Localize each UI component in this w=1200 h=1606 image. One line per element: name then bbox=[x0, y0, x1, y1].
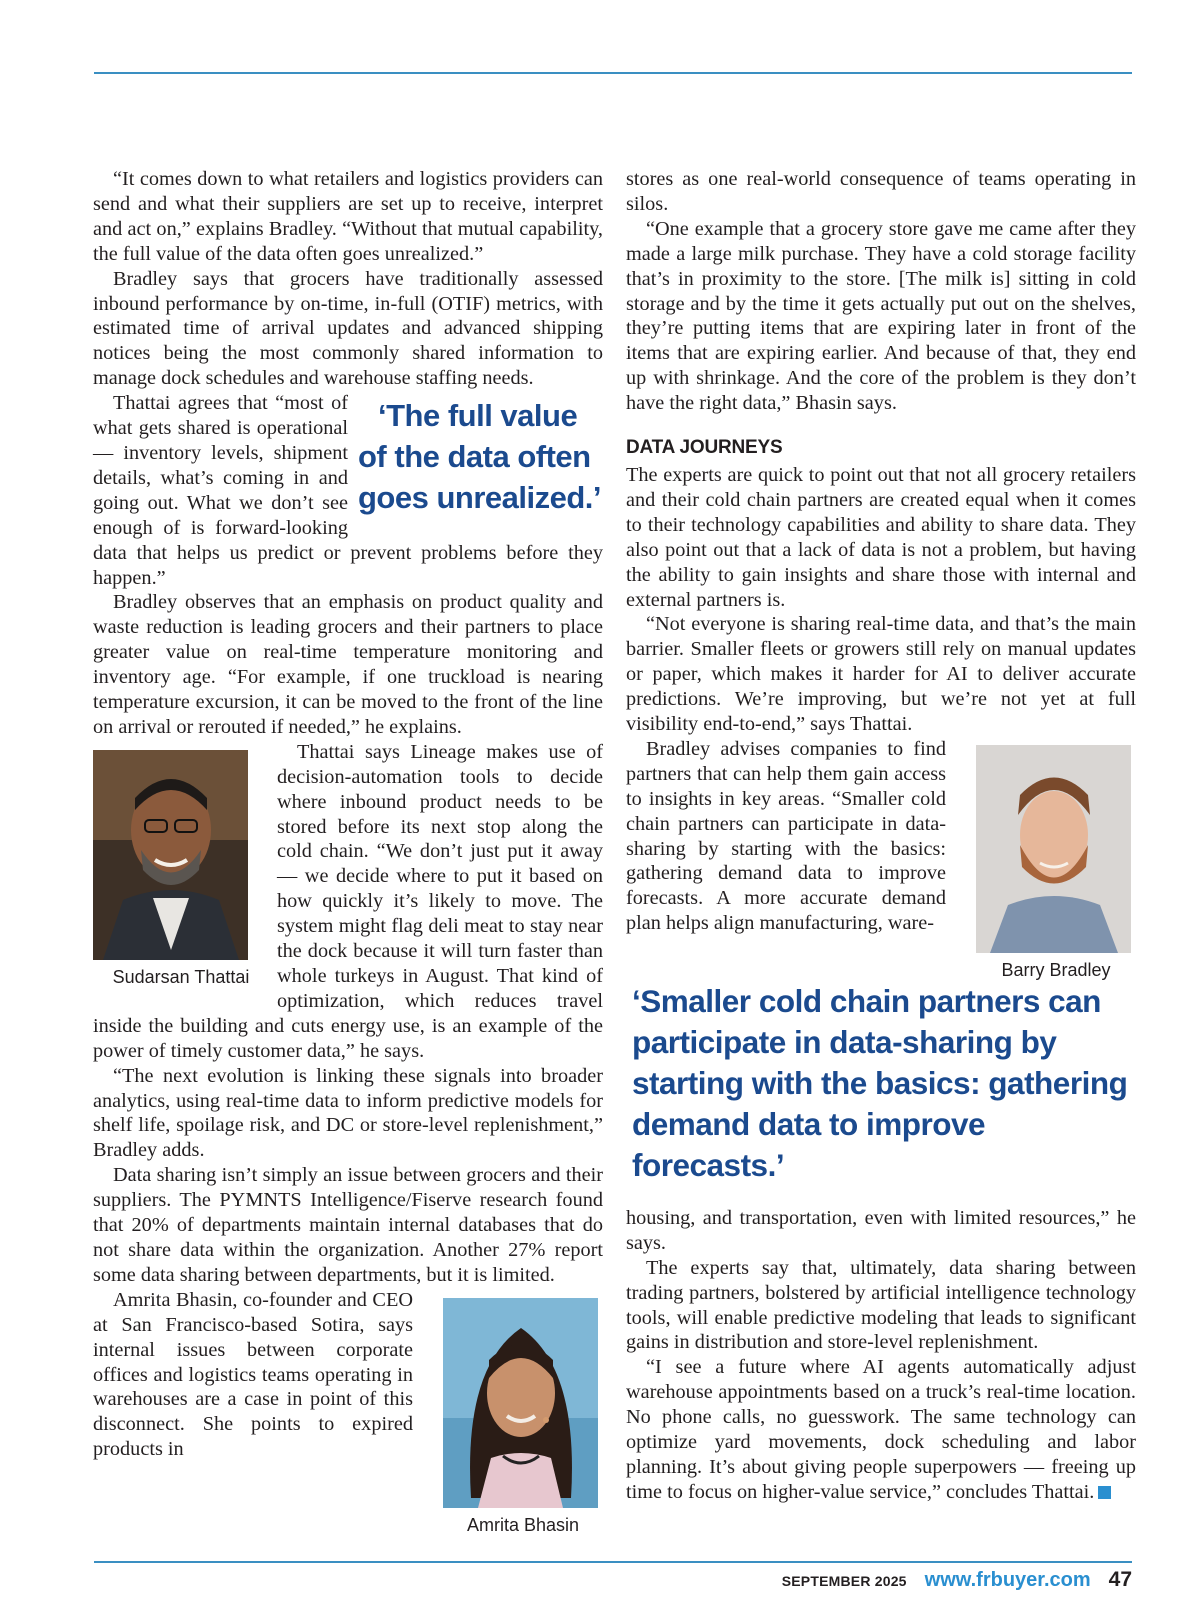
website-link[interactable]: www.frbuyer.com bbox=[924, 1569, 1091, 1591]
paragraph: “One example that a grocery store gave me came after they made a large milk purchase. They have a cold storage facility that’s in proximity to the store. [The milk is] sitting in cold storage and by the time it gets actually put out on the shelves, they’re putting items that are expiring later in front of the items that are expiring earlier. And because of that, they end up with shrinkage. And the core of the problem is they don’t have the right data,” Bhasin says. bbox=[626, 217, 1136, 415]
left-column bbox=[93, 167, 603, 1536]
paragraph: The experts are quick to point out that not all grocery retailers and their cold chain partners are created equal when it comes to their technology capabilities and ability to share data. They also point out that a lack of data is not a problem, but having the ability to gain insights and share those with internal and external partners is. bbox=[626, 463, 1136, 611]
photo-caption: Amrita Bhasin bbox=[466, 1514, 580, 1535]
photo-thattai bbox=[93, 750, 269, 988]
header-rule bbox=[94, 72, 1132, 74]
paragraph: housing, and transportation, even with limited resources,” he says. bbox=[626, 1206, 1136, 1254]
issue-date: SEPTEMBER 2025 bbox=[781, 1573, 907, 1589]
paragraph-text: Thattai agrees that “most of what gets shared is operational — inventory levels, shipment details, what’s coming in and going out. What we don’t see enough of is forward-looking data that helps us predict or prevent problems before they happen.” bbox=[93, 392, 603, 589]
portrait-image bbox=[443, 1298, 598, 1508]
paragraph bbox=[93, 1288, 603, 1535]
portrait-image bbox=[93, 750, 248, 960]
footer-rule bbox=[94, 1561, 1132, 1563]
paragraph: Data sharing isn’t simply an issue between grocers and their suppliers. The PYMNTS Intelligence/Fiserve research found that 20% of departments maintain internal databases that do not share data within the organization. Another 27% report some data sharing between departments, but it is limited. bbox=[93, 1164, 603, 1286]
paragraph-text: Amrita Bhasin, co-founder and CEO at San Francisco-based Sotira, says internal issues between corporate offices and logistics teams operating in warehouses are a case in point of this disconnect. She points to expired products in bbox=[93, 1288, 413, 1461]
paragraph-text: “I see a future where AI agents automatically adjust warehouse appointments based on a truck’s real-time location. No phone calls, no guesswork. The same technology can optimize yard movements, dock scheduling and labor planning. It’s about giving people superpowers — freeing up time to focus on higher-value service,” concludes Thattai. bbox=[626, 1356, 1136, 1503]
portrait-thattai-icon bbox=[93, 750, 248, 960]
photo-caption: Barry Bradley bbox=[1001, 959, 1111, 980]
paragraph: “Not everyone is sharing real-time data, and that’s the main barrier. Smaller fleets or growers still rely on manual updates or paper, which makes it harder for AI to deliver accurate predictions. We’re improving, but we’re not yet at full visibility end-to-end,” says Thattai. bbox=[626, 613, 1136, 736]
paragraph bbox=[93, 391, 603, 590]
paragraph-text: Bradley advises companies to find partners that can help them gain access to insights in key areas. “Smaller cold chain partners can participate in data-sharing by starting with the basics: gathering demand data to improve forecasts. A more accurate demand plan helps align manufacturing, ware- bbox=[626, 737, 946, 935]
portrait-bradley-icon bbox=[976, 745, 1131, 953]
photo-caption: Sudarsan Thattai bbox=[112, 966, 250, 987]
paragraph bbox=[626, 737, 1136, 980]
page-number: 47 bbox=[1108, 1568, 1132, 1591]
paragraph: Bradley observes that an emphasis on product quality and waste reduction is leading grocers and their partners to place greater value on real-time temperature monitoring and inventory age. “For example, if one truckload is nearing temperature excursion, it can be moved to the front of the line on arrival or rerouted if needed,” he explains. bbox=[93, 591, 603, 738]
pull-quote-small: ‘The full value of the data often goes unrealized.’ bbox=[358, 398, 602, 516]
section-heading: DATA JOURNEYS bbox=[626, 437, 783, 459]
paragraph bbox=[93, 740, 603, 1064]
portrait-image bbox=[976, 745, 1131, 953]
paragraph: stores as one real-world consequence of teams operating in silos. bbox=[626, 168, 1136, 215]
right-column bbox=[626, 167, 1136, 1505]
paragraph: “It comes down to what retailers and logistics providers can send and what their suppliers are set up to receive, interpret and act on,” explains Bradley. “Without that mutual capability, the full value of the data often goes unrealized.” bbox=[93, 168, 603, 265]
page-footer bbox=[782, 1568, 1132, 1592]
paragraph: “The next evolution is linking these signals into broader analytics, using real-time data to inform predictive models for shelf life, spoilage risk, and DC or store-level replenishment,” Bradley adds. bbox=[93, 1064, 603, 1162]
paragraph-text: Thattai says Lineage makes use of decision-automation tools to decide where inbound product needs to be stored before its next stop along the cold chain. “We don’t just put it away — we decide where to put it based on how quickly it’s likely to move. The system might flag deli meat to stay near the dock because it will turn faster than whole turkeys in August. That kind of optimization, which reduces travel inside the building and cuts energy use, is an example of the power of timely customer data,” he says. bbox=[93, 740, 603, 1062]
pull-quote-large: ‘Smaller cold chain partners can participate in data-sharing by starting with the basics: gathering demand data to improve forecasts.’ bbox=[632, 982, 1128, 1183]
photo-bradley bbox=[976, 745, 1136, 981]
portrait-bhasin-icon bbox=[443, 1298, 598, 1508]
paragraph: Bradley says that grocers have traditionally assessed inbound performance by on-time, in-full (OTIF) metrics, with estimated time of arrival updates and advanced shipping notices being the most commonly shared information to manage dock schedules and warehouse staffing needs. bbox=[93, 267, 603, 390]
end-of-article-icon bbox=[1098, 1486, 1111, 1499]
paragraph: The experts say that, ultimately, data sharing between trading partners, bolstered by artificial intelligence technology tools, will enable predictive modeling that leads to significant gains in distribution and store-level replenishment. bbox=[626, 1256, 1136, 1354]
photo-bhasin bbox=[443, 1298, 603, 1536]
paragraph bbox=[626, 1355, 1136, 1504]
